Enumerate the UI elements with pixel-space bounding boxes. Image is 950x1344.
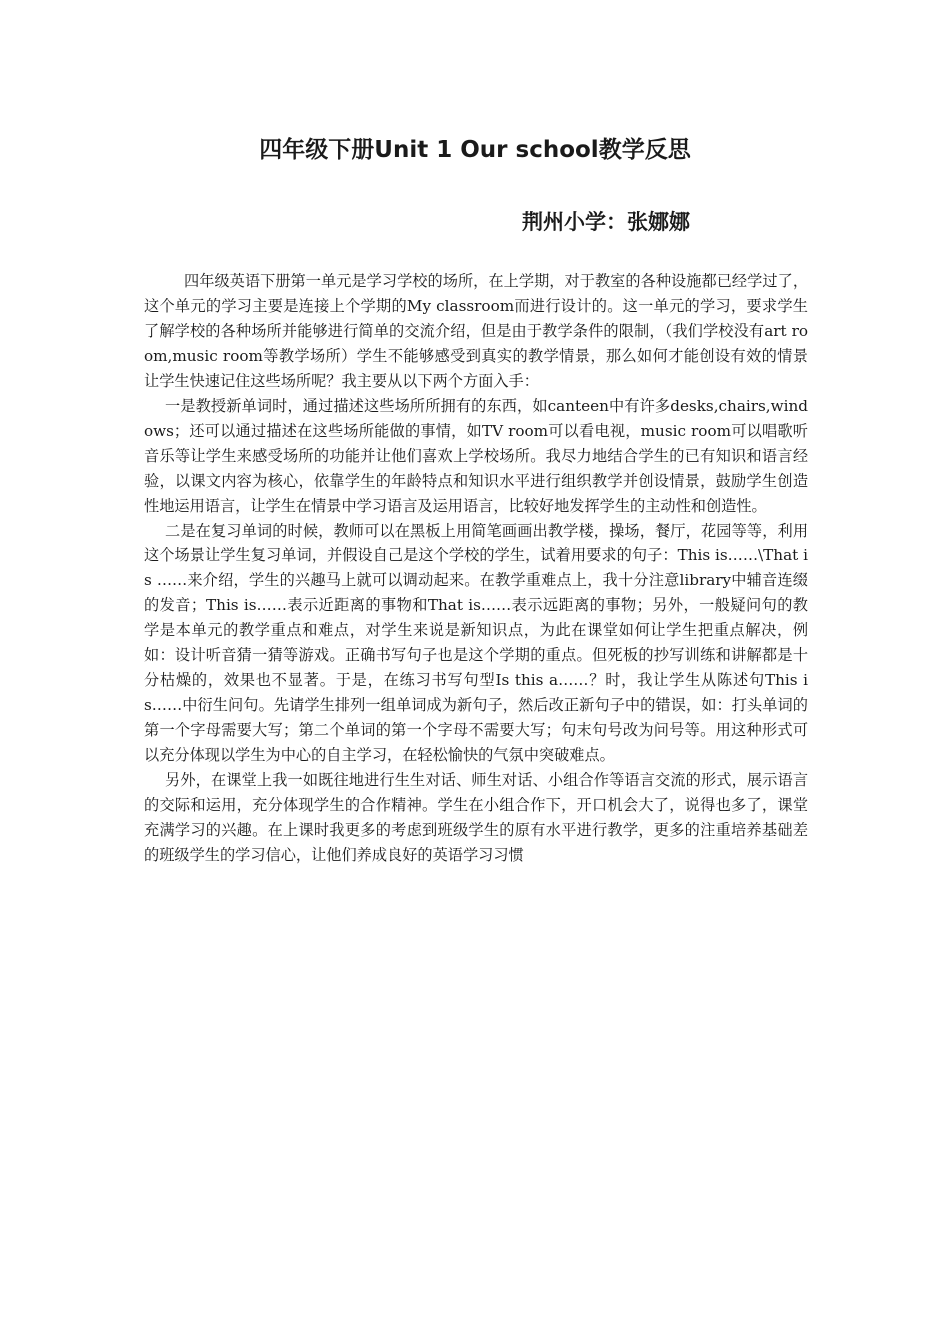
- author-line: 荆州小学：张娜娜: [522, 210, 690, 234]
- paragraph-classroom-interaction: 另外，在课堂上我一如既往地进行生生对话、师生对话、小组合作等语言交流的形式，展示语言的交际和运用，充分体现学生的合作精神。学生在小组合作下，开口机会大了，说得也多了，课堂充满学习的兴趣。在上课时我更多的考虑到班级学生的原有水平进行教学，更多的注重培养基础差的班级学生的学习信心，让他们养成良好的英语学习习惯: [144, 771, 808, 864]
- document-body: [144, 269, 808, 868]
- paragraph-intro: 四年级英语下册第一单元是学习学校的场所，在上学期，对于教室的各种设施都已经学过了，这个单元的学习主要是连接上个学期的My classroom而进行设计的。这一单元的学习，要求学生了解学校的各种场所并能够进行简单的交流介绍，但是由于教学条件的限制，（我们学校没有art room,music room等教学场所）学生不能够感受到真实的教学情景，那么如何才能创设有效的情景让学生快速记住这些场所呢？我主要从以下两个方面入手：: [144, 272, 808, 390]
- document-title: 四年级下册Unit 1 Our school教学反思: [259, 137, 691, 163]
- paragraph-vocabulary-review: 二是在复习单词的时候，教师可以在黑板上用简笔画画出教学楼，操场，餐厅，花园等等，利用这个场景让学生复习单词，并假设自己是这个学校的学生，试着用要求的句子：This is……\That is ……来介绍，学生的兴趣马上就可以调动起来。在教学重难点上，我十分注意library中辅音连缀的发音；This is……表示近距离的事物和That is……表示远距离的事物；另外，一般疑问句的教学是本单元的教学重点和难点，对学生来说是新知识点，为此在课堂如何让学生把重点解决，例如：设计听音猜一猜等游戏。正确书写句子也是这个学期的重点。但死板的抄写训练和讲解都是十分枯燥的，效果也不显著。于是，在练习书写句型Is this a……？时，我让学生从陈述句This is……中衍生问句。先请学生排列一组单词成为新句子，然后改正新句子中的错误，如：打头单词的第一个字母需要大写；第二个单词的第一个字母不需要大写；句末句号改为问号等。用这种形式可以充分体现以学生为中心的自主学习，在轻松愉快的气氛中突破难点。: [144, 521, 808, 765]
- paragraph-vocabulary-teaching: 一是教授新单词时，通过描述这些场所所拥有的东西，如canteen中有许多desks,chairs,windows；还可以通过描述在这些场所能做的事情，如TV room可以看电视，music room可以唱歌听音乐等让学生来感受场所的功能并让他们喜欢上学校场所。我尽力地结合学生的已有知识和语言经验，以课文内容为核心，依靠学生的年龄特点和知识水平进行组织教学并创设情景，鼓励学生创造性地运用语言，让学生在情景中学习语言及运用语言，比较好地发挥学生的主动性和创造性。: [144, 396, 808, 515]
